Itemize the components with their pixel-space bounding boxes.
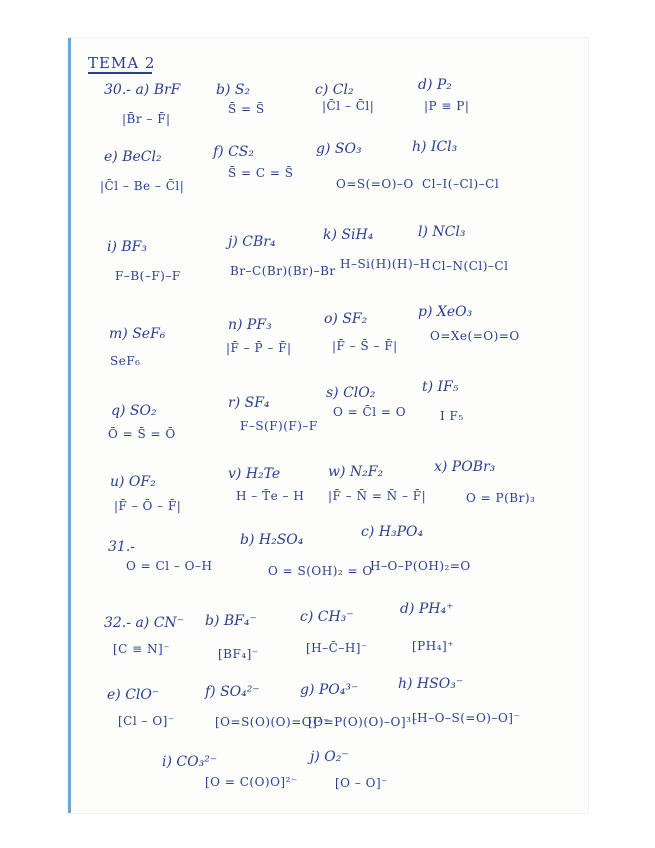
lewis-structure-31b: O = S(OH)₂ = O (268, 564, 373, 578)
lewis-structure-30e: |C̄l – Be – C̄l| (100, 179, 185, 193)
exercise-label-30n: n) PF₃ (228, 317, 272, 333)
lewis-structure-30p: O=Xe(=O)=O (430, 329, 520, 343)
margin-line (68, 38, 71, 813)
lewis-structure-30n: |F̄ – P̄ – F̄| (226, 341, 292, 355)
lewis-structure-32f: [O=S(O)(O)=O]²⁻ (215, 715, 330, 729)
lewis-structure-30i: F–B(–F)–F (115, 269, 181, 283)
exercise-label-32f: f) SO₄²⁻ (205, 684, 260, 700)
exercise-label-31b: b) H₂SO₄ (240, 532, 304, 548)
exercise-label-30t: t) IF₅ (422, 379, 459, 395)
lewis-structure-30o: |F̄ – S̄ – F̄| (332, 339, 398, 353)
exercise-label-30o: o) SF₂ (324, 311, 368, 327)
page-title: TEMA 2 (88, 54, 156, 72)
exercise-label-30i: i) BF₃ (107, 239, 148, 255)
exercise-label-31a: 31.- (108, 539, 135, 555)
lewis-structure-30x: O = P(Br)₃ (466, 491, 536, 505)
lewis-structure-30g: O=S(=O)–O (336, 177, 414, 191)
title-underline (88, 72, 152, 74)
lewis-structure-31a: O = Cl – O–H (126, 559, 213, 573)
lewis-structure-30d: |P ≡ P| (424, 99, 470, 113)
lewis-structure-30b: S̄ = S̄ (228, 102, 265, 116)
exercise-label-30q: q) SO₂ (111, 403, 157, 419)
lewis-structure-32i: [O = C(O)O]²⁻ (205, 775, 298, 789)
exercise-label-30a: 30.- a) BrF (104, 82, 181, 98)
exercise-label-31c: c) H₃PO₄ (361, 524, 424, 540)
exercise-label-32g: g) PO₄³⁻ (300, 682, 359, 698)
lewis-structure-31c: H–O–P(OH)₂=O (370, 559, 471, 573)
lewis-structure-32e: [Cl – O]⁻ (118, 714, 175, 728)
exercise-label-32c: c) CH₃⁻ (300, 609, 354, 625)
exercise-label-30p: p) XeO₃ (418, 304, 473, 320)
exercise-label-32d: d) PH₄⁺ (400, 601, 454, 617)
exercise-label-32i: i) CO₃²⁻ (162, 754, 218, 770)
exercise-label-30u: u) OF₂ (110, 474, 156, 490)
lewis-structure-30r: F–S(F)(F)–F (240, 419, 318, 433)
lewis-structure-32c: [H–C̄–H]⁻ (306, 641, 368, 655)
lewis-structure-30v: H – T̄e – H (236, 489, 305, 503)
exercise-label-30j: j) CBr₄ (228, 234, 276, 250)
lewis-structure-30u: |F̄ – Ō – F̄| (114, 499, 182, 513)
exercise-label-30r: r) SF₄ (228, 395, 270, 411)
exercise-label-30h: h) ICl₃ (412, 139, 458, 155)
lewis-structure-30l: Cl–N(Cl)–Cl (432, 259, 509, 273)
lewis-structure-30t: I F₅ (440, 409, 464, 423)
exercise-label-30l: l) NCl₃ (418, 224, 466, 240)
exercise-label-30s: s) ClO₂ (326, 385, 376, 401)
exercise-label-32b: b) BF₄⁻ (205, 613, 257, 629)
lewis-structure-32b: [BF₄]⁻ (218, 647, 259, 661)
lewis-structure-32d: [PH₄]⁺ (412, 639, 455, 653)
exercise-label-30b: b) S₂ (216, 82, 251, 98)
lewis-structure-30f: S̄ = C = S̄ (228, 166, 294, 180)
lewis-structure-30q: Ō = S̄ = Ō (108, 427, 176, 441)
exercise-label-30d: d) P₂ (418, 77, 452, 93)
exercise-label-32j: j) O₂⁻ (310, 749, 349, 765)
exercise-label-30v: v) H₂Te (228, 466, 281, 482)
exercise-label-32h: h) HSO₃⁻ (398, 676, 464, 692)
lewis-structure-30k: H–Si(H)(H)–H (340, 257, 431, 271)
lewis-structure-30a: |B̄r – F̄| (122, 112, 171, 126)
lewis-structure-30w: |F̄ – N̄ = N̄ – F̄| (328, 489, 427, 503)
exercise-label-30e: e) BeCl₂ (104, 149, 162, 165)
lewis-structure-30j: Br–C(Br)(Br)–Br (230, 264, 336, 278)
lewis-structure-32j: [O – O]⁻ (335, 776, 389, 790)
exercise-label-30k: k) SiH₄ (323, 227, 374, 243)
lewis-structure-32a: [C ≡ N]⁻ (113, 642, 171, 656)
lewis-structure-30s: O = C̄l = O (333, 405, 407, 419)
exercise-label-30c: c) Cl₂ (315, 82, 354, 98)
exercise-label-32e: e) ClO⁻ (107, 687, 160, 703)
lewis-structure-30m: SeF₆ (110, 354, 141, 368)
exercise-label-30g: g) SO₃ (316, 141, 362, 157)
lewis-structure-30h: Cl–I(–Cl)–Cl (422, 177, 500, 191)
lewis-structure-32h: [H–O–S(=O)–O]⁻ (412, 711, 521, 725)
exercise-label-30m: m) SeF₆ (109, 326, 166, 342)
exercise-label-32a: 32.- a) CN⁻ (104, 615, 185, 631)
exercise-label-30w: w) N₂F₂ (328, 464, 384, 480)
lewis-structure-30c: |C̄l – C̄l| (322, 99, 375, 113)
exercise-label-30f: f) CS₂ (213, 144, 255, 160)
exercise-label-30x: x) POBr₃ (434, 459, 496, 475)
lewis-structure-32g: [O=P(O)(O)–O]³⁻ (308, 715, 419, 729)
